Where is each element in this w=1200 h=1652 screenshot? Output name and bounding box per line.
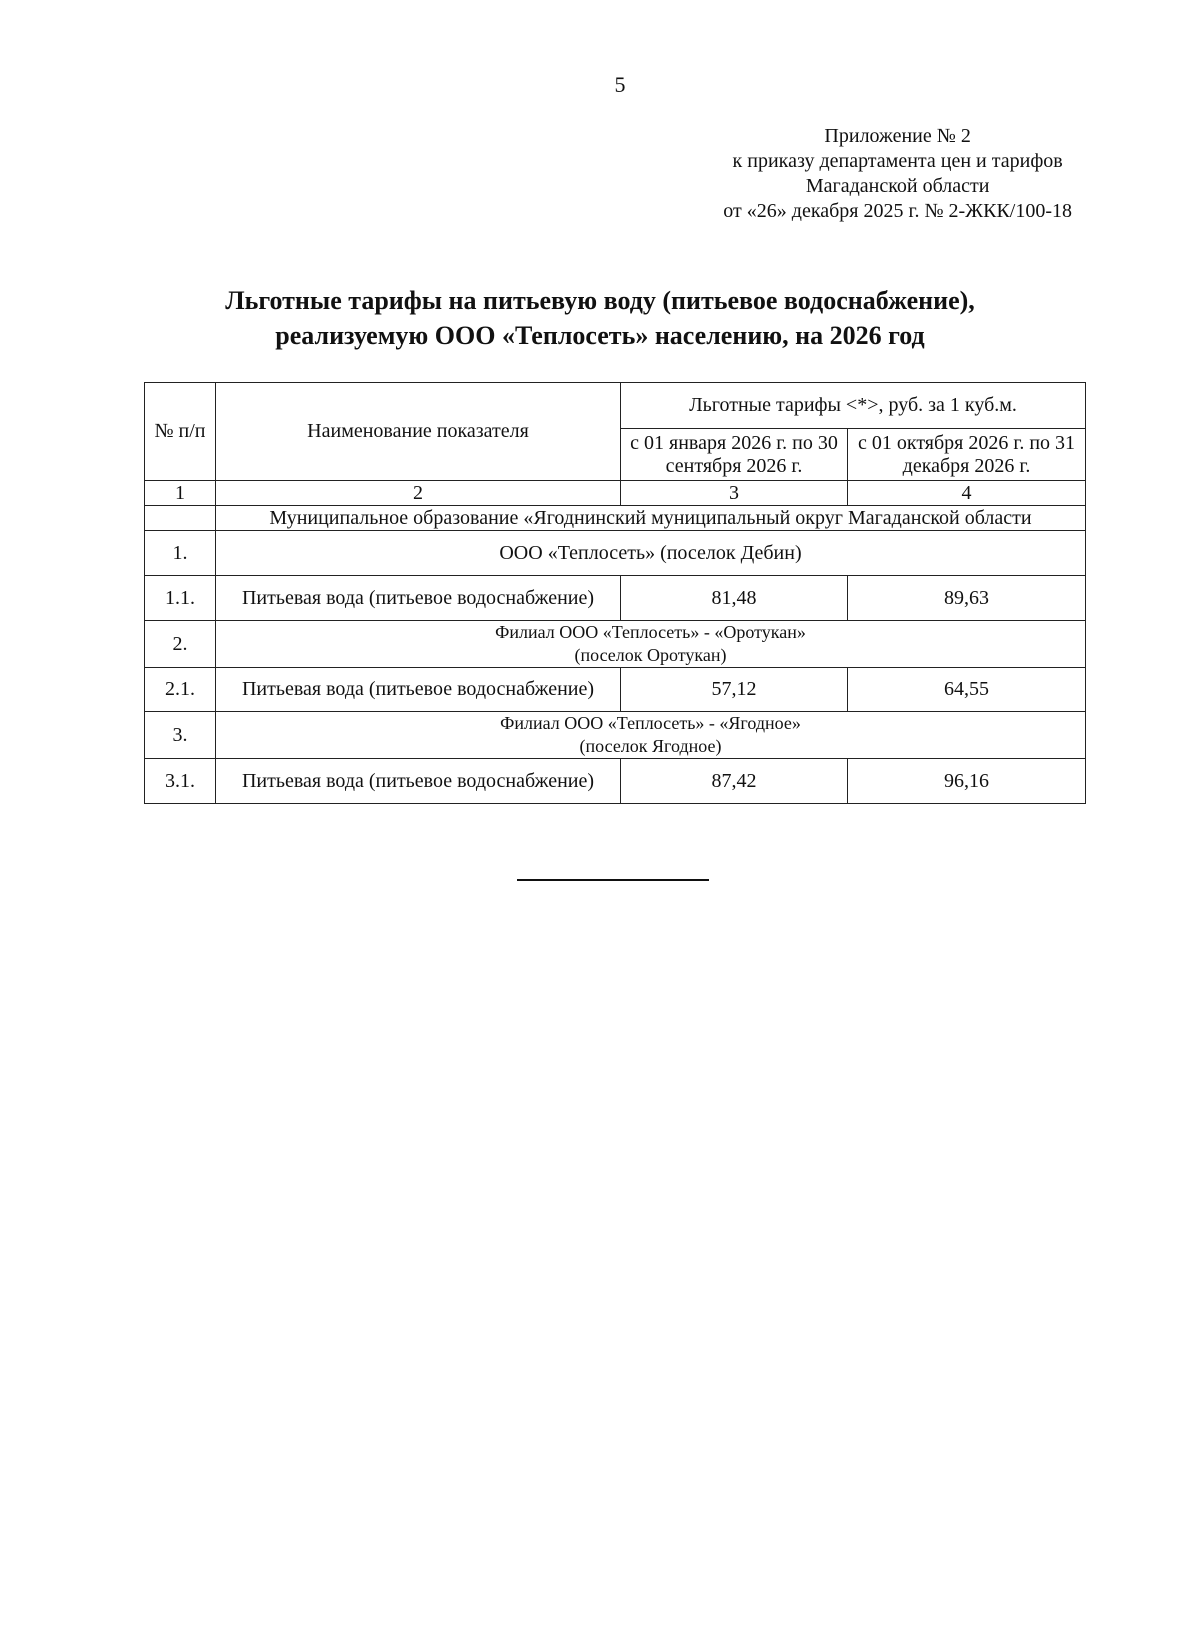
- col-number-2: 2: [216, 481, 621, 506]
- municipality-row: [145, 506, 1086, 531]
- section-org: [216, 531, 1086, 576]
- row-tariff-2: 96,16: [848, 759, 1086, 804]
- table-row: [145, 576, 1086, 621]
- municipality-cell: Муниципальное образование «Ягоднинский муниципальный округ Магаданской области: [216, 506, 1086, 531]
- municipality-empty-cell: [145, 506, 216, 531]
- table-row: [145, 668, 1086, 712]
- page-number: 5: [614, 72, 626, 97]
- column-numbers-row: [145, 481, 1086, 506]
- section-org: [216, 621, 1086, 668]
- row-tariff-2: 64,55: [848, 668, 1086, 712]
- row-tariff-2: 89,63: [848, 576, 1086, 621]
- section-num: 3.: [145, 712, 216, 759]
- appendix-block: [723, 124, 1072, 224]
- row-name: Питьевая вода (питьевое водоснабжение): [216, 668, 621, 712]
- section-num: 2.: [145, 621, 216, 668]
- header-name: Наименование показателя: [216, 383, 621, 481]
- closing-divider: [517, 879, 709, 881]
- section-org-line-2: (поселок Ягодное): [579, 736, 722, 756]
- section-row: [145, 621, 1086, 668]
- appendix-line-1: Приложение № 2: [824, 125, 971, 147]
- section-org-line-1: ООО «Теплосеть» (поселок Дебин): [499, 541, 802, 564]
- section-org-line-1: Филиал ООО «Теплосеть» - «Ягодное»: [500, 713, 801, 733]
- section-org-line-1: Филиал ООО «Теплосеть» - «Оротукан»: [495, 622, 806, 642]
- appendix-line-4: от «26» декабря 2025 г. № 2-ЖКК/100-18: [723, 200, 1072, 222]
- section-org-line-2: (поселок Оротукан): [574, 645, 727, 665]
- appendix-line-2: к приказу департамента цен и тарифов: [732, 150, 1063, 172]
- row-tariff-1: 87,42: [621, 759, 848, 804]
- row-num: 1.1.: [145, 576, 216, 621]
- row-num: 2.1.: [145, 668, 216, 712]
- row-tariff-1: 81,48: [621, 576, 848, 621]
- row-tariff-1: 57,12: [621, 668, 848, 712]
- table-row: [145, 759, 1086, 804]
- col-number-4: 4: [848, 481, 1086, 506]
- row-name: Питьевая вода (питьевое водоснабжение): [216, 576, 621, 621]
- document-title: [0, 283, 1200, 353]
- title-line-2: реализуемую ООО «Теплосеть» населению, на 2026 год: [275, 321, 925, 350]
- header-num: № п/п: [145, 383, 216, 481]
- col-number-3: 3: [621, 481, 848, 506]
- section-org: [216, 712, 1086, 759]
- header-period-2: с 01 октября 2026 г. по 31 декабря 2026 г.: [848, 429, 1086, 481]
- col-number-1: 1: [145, 481, 216, 506]
- header-row-1: [145, 383, 1086, 429]
- tariffs-table: [144, 382, 1086, 804]
- section-row: [145, 531, 1086, 576]
- row-num: 3.1.: [145, 759, 216, 804]
- header-tariffs: Льготные тарифы <*>, руб. за 1 куб.м.: [621, 383, 1086, 429]
- section-row: [145, 712, 1086, 759]
- section-num: 1.: [145, 531, 216, 576]
- title-line-1: Льготные тарифы на питьевую воду (питьевое водоснабжение),: [225, 286, 975, 315]
- header-period-1: с 01 января 2026 г. по 30 сентября 2026 г.: [621, 429, 848, 481]
- row-name: Питьевая вода (питьевое водоснабжение): [216, 759, 621, 804]
- appendix-line-3: Магаданской области: [805, 175, 990, 197]
